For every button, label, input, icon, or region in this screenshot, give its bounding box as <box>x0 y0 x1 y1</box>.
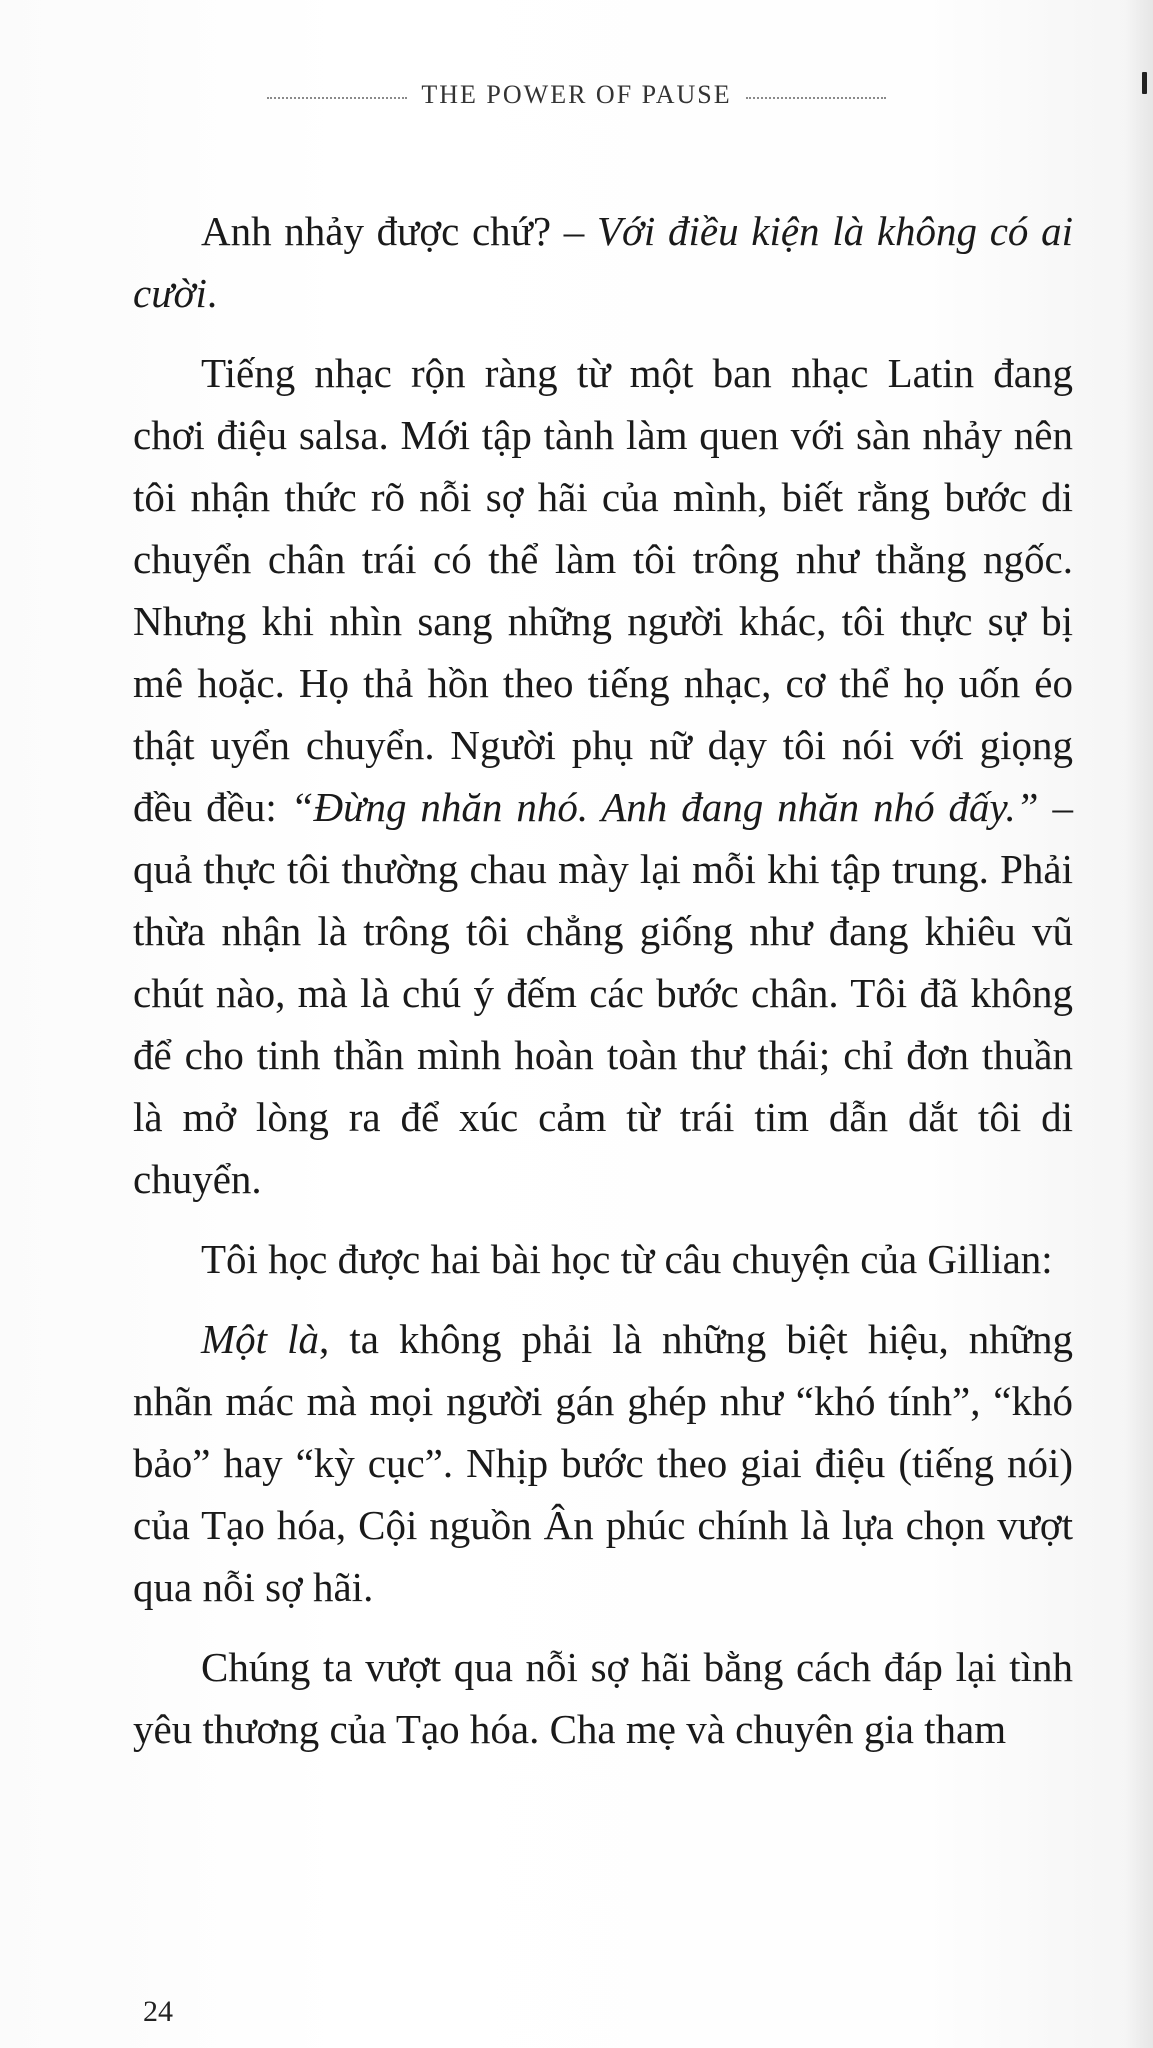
text-run: Tiếng nhạc rộn ràng từ một ban nhạc Latin đang chơi điệu salsa. Mới tập tành làm quen với sàn nhảy nên tôi nhận thức rõ nỗi sợ hãi của mình, biết rằng bước di chuyển chân trái có thể làm tôi trông như thằng ngốc. Nhưng khi nhìn sang những người khác, tôi thực sự bị mê hoặc. Họ thả hồn theo tiếng nhạc, cơ thể họ uốn éo thật uyển chuyển. Người phụ nữ dạy tôi nói với giọng đều đều: <box>133 350 1073 830</box>
paragraph <box>133 1228 1073 1290</box>
text-run: , ta không phải là những biệt hiệu, những nhãn mác mà mọi người gán ghép như “khó tính”, “khó bảo” hay “kỳ cục”. Nhịp bước theo giai điệu (tiếng nói) của Tạo hóa, Cội nguồn Ân phúc chính là lựa chọn vượt qua nỗi sợ hãi. <box>133 1316 1074 1610</box>
paragraph <box>133 1308 1073 1618</box>
text-run: Anh nhảy được chứ? – <box>201 208 597 254</box>
page-number: 24 <box>143 1995 173 2028</box>
text-run: Tôi học được hai bài học từ câu chuyện của Gillian: <box>201 1236 1053 1282</box>
text-run: – quả thực tôi thường chau mày lại mỗi khi tập trung. Phải thừa nhận là trông tôi chẳng giống như đang khiêu vũ chút nào, mà là chú ý đếm các bước chân. Tôi đã không để cho tinh thần mình hoàn toàn thư thái; chỉ đơn thuần là mở lòng ra để xúc cảm từ trái tim dẫn dắt tôi di chuyển. <box>133 784 1073 1202</box>
paragraph <box>133 342 1073 1210</box>
running-header <box>0 80 1153 110</box>
italic-text-run: Với điều kiện là không có ai cười <box>133 208 1073 316</box>
page-edge-shadow <box>1125 0 1153 2048</box>
paragraph <box>133 200 1073 324</box>
header-rule-right <box>746 97 886 99</box>
running-title: THE POWER OF PAUSE <box>421 80 732 109</box>
header-rule-left <box>267 97 407 99</box>
italic-text-run: “Đừng nhăn nhó. Anh đang nhăn nhó đấy.” <box>290 784 1039 830</box>
text-run: Chúng ta vượt qua nỗi sợ hãi bằng cách đáp lại tình yêu thương của Tạo hóa. Cha mẹ và chuyên gia tham <box>133 1644 1073 1752</box>
italic-text-run: Một là <box>201 1316 320 1362</box>
text-run: . <box>206 270 218 316</box>
paragraph <box>133 1636 1073 1760</box>
body-text <box>133 200 1073 1778</box>
